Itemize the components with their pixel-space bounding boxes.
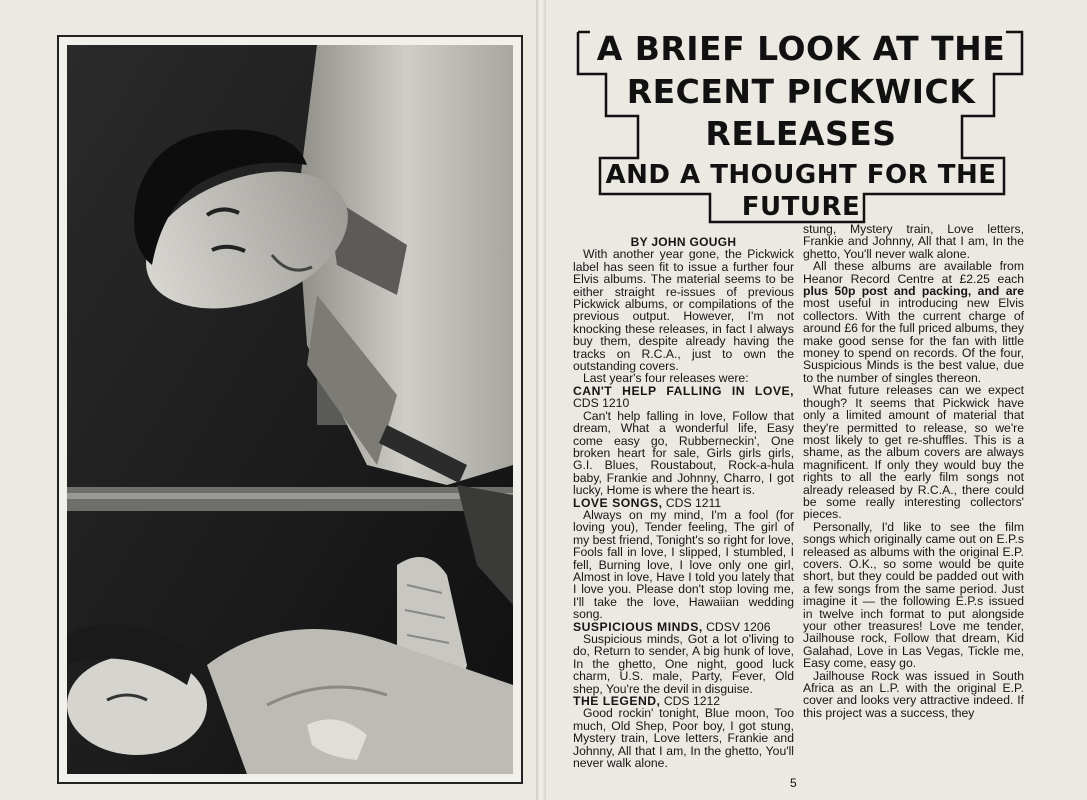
album-title: THE LEGEND, [573,694,661,709]
availability-end: most useful in introducing new Elvis collectors. With the current charge of around £6 for the full priced albums, they make good sense for the fan with little money to spend on records. Of the four, Suspicious Minds is the best value, due to the number of singles thereon. [803,296,1024,385]
availability-bold: plus 50p post and packing, and are [803,284,1024,299]
album-tracks: Always on my mind, I'm a fool (for loving you), Tender feeling, The girl of my best friend, Tonight's so right for love, Fools fall in love, I slipped, I stumbled, I fell, Burning love, I love only one girl, Almost in love, Have I told you lately that I love you. Please don't stop loving me, I'll take the love, Hawaiian wedding song. [573,507,794,622]
byline: BY JOHN GOUGH [630,235,737,249]
article-column-2 [803,223,1024,719]
album-catalog: CDS 1212 [663,694,721,709]
photograph-icon [67,45,513,774]
photo-frame [57,35,523,784]
availability-start: All these albums are available from Heanor Record Centre at £2.25 each [803,259,1024,286]
headline-line-4: AND A THOUGHT FOR THE [605,160,997,190]
photograph [67,45,513,774]
page-gutter [536,0,546,800]
headline-line-1: A BRIEF LOOK AT THE [596,29,1006,68]
personally-paragraph: Personally, I'd like to see the film songs which originally came out on E.P.s released as albums with the original E.P. covers. O.K., so some would be quite short, but they could be padded out with a few songs from the same period. Just imagine it — the following E.P.s issued in twelve inch format to put alongside your other treasures! Love me tender, Jailhouse rock, Follow that dream, Kid Galahad, Love in Las Vegas, Tickle me, Easy come, easy go. [803,519,1024,671]
album-tracks: Suspicious minds, Got a lot o'living to do, Return to sender, A big hunk of love, In the ghetto, One night, good luck charm, U.S. male, Party, Fever, Old shep, You're the devil in disguise. [573,632,794,696]
album-catalog: CDS 1210 [573,396,630,411]
album-title: CAN'T HELP FALLING IN LOVE, [573,383,794,398]
album-tracks: Good rockin' tonight, Blue moon, Too much, Old Shep, Poor boy, I got stung, Mystery train, Love letters, Frankie and Johnny, All that I am, In the ghetto, You'll never walk alone. [573,706,794,771]
intro-paragraph: With another year gone, the Pickwick label has seen fit to issue a further four Elvis albums. The material seems to be either straight re-issues of previous Pickwick albums, or compilations of the previous output. However, I'm not knocking these releases, in fact I always buy them, despite already having the tracks on R.C.A., just to own the outstanding covers. [573,247,794,374]
album-heading [573,385,794,410]
album-catalog: CDS 1211 [665,495,722,510]
album-title: SUSPICIOUS MINDS, [573,619,703,634]
album-title: LOVE SONGS, [573,495,663,510]
headline-line-2: RECENT PICKWICK [626,72,976,111]
page-number: 5 [790,776,797,790]
headline [576,26,1026,224]
album-tracks-continued: stung, Mystery train, Love letters, Frankie and Johnny, All that I am, In the ghetto, You'll never walk alone. [803,222,1024,261]
future-paragraph: What future releases can we expect though? It seems that Pickwick have only a limited amount of material that they're permitted to release, so we're most likely to get re-shuffles. This is a shame, as the album covers are always magnificent. If only they would buy the rights to all the early film songs not already released by R.C.A., there could be some really interesting collectors' pieces. [803,383,1024,522]
article-column-1 [573,235,794,771]
album-tracks: Can't help falling in love, Follow that dream, What a wonderful life, Easy come easy go, Rubberneckin', One broken heart for sale, Girls girls girls, G.I. Blues, Roustabout, Rock-a-hula baby, Frankie and Johnny, Charro, I got lucky, Home is where the heart is. [573,408,794,498]
availability-paragraph [803,260,1024,384]
jailhouse-paragraph: Jailhouse Rock was issued in South Africa as an L.P. with the original E.P. cover and looks very attractive indeed. If this project was a success, they [803,668,1024,720]
releases-intro: Last year's four releases were: [583,371,749,386]
headline-line-3: RELEASES [705,114,897,153]
album-catalog: CDSV 1206 [706,619,771,634]
headline-line-5: FUTURE [741,192,861,222]
